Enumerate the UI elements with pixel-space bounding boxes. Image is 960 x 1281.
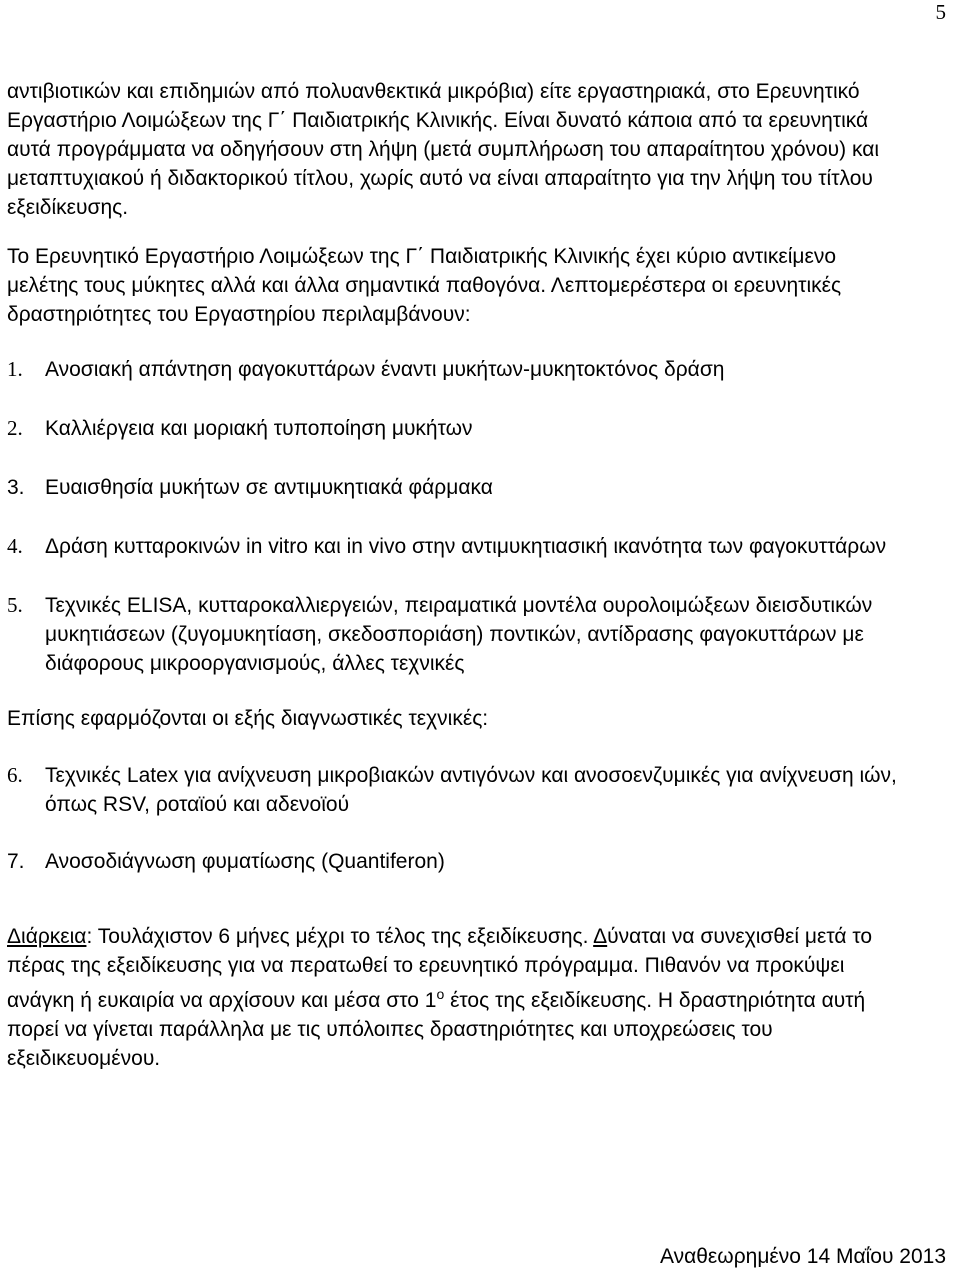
list-item-text: Τεχνικές ELISA, κυτταροκαλλιεργειών, πειραματικά μοντέλα ουρολοιμώξεων διεισδυτικών μυκητιάσεων (ζυγομυκητίαση, σκεδοσποριάση) ποντικών, αντίδρασης φαγοκυττάρων με διάφορους μικροοργανισμούς, άλλες τεχνικές: [45, 594, 873, 675]
list-item: [7, 532, 907, 561]
list-item-text: Ευαισθησία μυκήτων σε αντιμυκητιακά φάρμακα: [45, 476, 493, 499]
paragraph-research-programs: αντιβιοτικών και επιδημιών από πολυανθεκτικά μικρόβια) είτε εργαστηριακά, στο Ερευνητικό Εργαστήριο Λοιμώξεων της Γ΄ Παιδιατρικής Κλινικής. Είναι δυνατό κάποια από τα ερευνητικά αυτά προγράμματα να οδηγήσουν στη λήψη (μετά συμπλήρωση του απαραίτητου χρόνου) και μεταπτυχιακού ή διδακτορικού τίτλου, χωρίς αυτό να είναι απαραίτητο για την λήψη του τίτλου εξειδίκευσης.: [7, 80, 880, 219]
paragraph-duration: [7, 922, 907, 1073]
duration-text-1: : Τουλάχιστον 6 μήνες μέχρι το τέλος της εξειδίκευσης.: [86, 925, 594, 948]
duration-label: Διάρκεια: [7, 925, 87, 948]
list-item: [7, 591, 907, 678]
list-item: [7, 355, 907, 384]
revision-date-footer: Αναθεωρημένο 14 Μαΐου 2013: [659, 1245, 946, 1268]
list-item-text: Δράση κυτταροκινών in vitro και in vivo στην αντιμυκητιασική ικανότητα των φαγοκυττάρων: [45, 535, 887, 558]
list-item: [7, 414, 907, 443]
list-item-number: 7.: [7, 850, 25, 873]
list-item-number: 3.: [7, 476, 25, 499]
list-item-number: 6.: [7, 763, 23, 787]
list-item: [7, 761, 907, 819]
list-item-number: 4.: [7, 534, 23, 558]
diagnostics-list: [7, 761, 907, 876]
duration-superscript: ο: [436, 986, 445, 1002]
list-item-number: 1.: [7, 357, 23, 381]
list-item-text: Τεχνικές Latex για ανίχνευση μικροβιακών αντιγόνων και ανοσοενζυμικές για ανίχνευση ιών, όπως RSV, ροταϊού και αδενοϊού: [45, 764, 897, 816]
list-item-text: Ανοσοδιάγνωση φυματίωσης (Quantiferon): [45, 850, 445, 873]
diagnostics-intro: Επίσης εφαρμόζονται οι εξής διαγνωστικές τεχνικές:: [7, 707, 489, 730]
page-number: 5: [935, 0, 946, 24]
activities-list: [7, 355, 907, 678]
duration-text-2: ύναται να συνεχισθεί μετά το πέρας της εξειδίκευσης για να περατωθεί το ερευνητικό πρόγραμμα. Πιθανόν να προκύψει ανάγκη ή ευκαιρία να αρχίσουν και μέσα στο 1: [7, 925, 873, 1012]
duration-text-3: έτος της εξειδίκευσης. Η δραστηριότητα αυτή πορεί να γίνεται παράλληλα με τις υπόλοιπες δραστηριότητες και υποχρεώσεις του εξειδικευομένου.: [7, 989, 866, 1070]
list-item: [7, 847, 907, 876]
list-item-number: 2.: [7, 416, 23, 440]
duration-underlined-letter: Δ: [593, 925, 608, 948]
list-item: [7, 473, 907, 502]
list-item-text: Καλλιέργεια και μοριακή τυποποίηση μυκήτων: [45, 417, 473, 440]
paragraph-research-lab: Το Ερευνητικό Εργαστήριο Λοιμώξεων της Γ΄ Παιδιατρικής Κλινικής έχει κύριο αντικείμενο μελέτης τους μύκητες αλλά και άλλα σημαντικά παθογόνα. Λεπτομερέστερα οι ερευνητικές δραστηριότητες του Εργαστηρίου περιλαμβάνουν:: [7, 245, 842, 326]
document-body: [7, 77, 907, 1073]
list-item-number: 5.: [7, 593, 23, 617]
list-item-text: Ανοσιακή απάντηση φαγοκυττάρων έναντι μυκήτων-μυκητοκτόνος δράση: [45, 358, 725, 381]
